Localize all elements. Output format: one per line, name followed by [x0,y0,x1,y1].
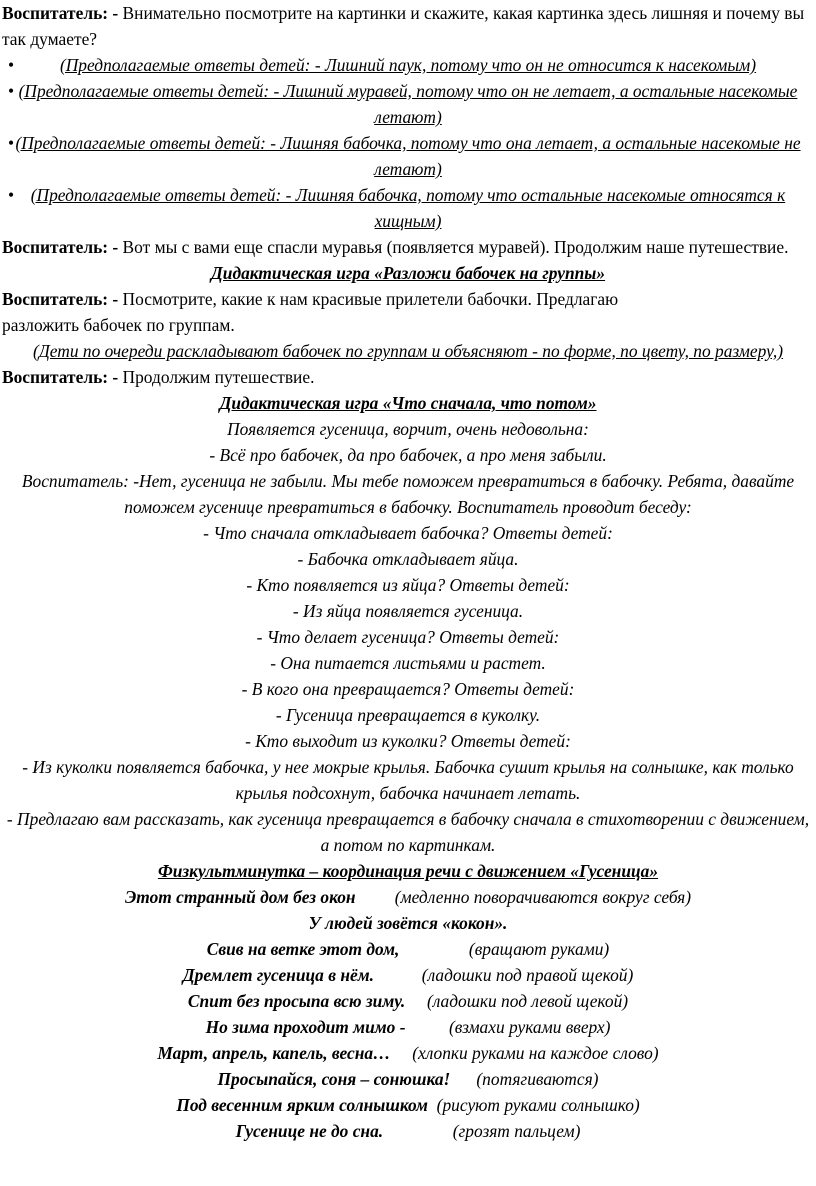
speaker-label: Воспитатель: - [2,289,119,309]
poem-action: (хлопки руками на каждое слово) [412,1043,659,1063]
poem-row [2,1014,814,1040]
dialogue-line: - Что делает гусеница? Ответы детей: [256,627,560,647]
dialogue-line: - Что сначала откладывает бабочка? Ответы детей: [203,523,613,543]
poem-action: (рисуют руками солнышко) [436,1095,640,1115]
game2-dialogue [2,416,814,858]
dialogue-line: - Кто выходит из куколки? Ответы детей: [245,731,571,751]
game1-text-line1: Посмотрите, какие к нам красивые прилетели бабочки. Предлагаю [118,289,619,309]
poem-verse: У людей зовётся «кокон». [308,913,508,933]
dialogue-line: - Предлагаю вам рассказать, как гусеница превращается в бабочку сначала в стихотворении с движением, а потом по картинкам. [6,809,810,855]
game1-paragraph [2,286,814,338]
dialogue-line: - Всё про бабочек, да про бабочек, а про меня забыли. [209,445,607,465]
dialogue-line: - Из куколки появляется бабочка, у нее мокрые крылья. Бабочка сушит крылья на солнышке, как только крылья подсохнут, бабочка начинает летать. [22,757,794,803]
dialogue-line: - В кого она превращается? Ответы детей: [241,679,575,699]
continue-text: Продолжим путешествие. [118,367,315,387]
poem-row [2,1040,814,1066]
poem-action: (взмахи руками вверх) [449,1017,611,1037]
poem-action: (медленно поворачиваются вокруг себя) [394,887,692,907]
dialogue-line: Появляется гусеница, ворчит, очень недовольна: [227,419,589,439]
ant-paragraph [2,234,814,260]
poem-row [2,884,814,910]
bullet-icon: • [8,55,15,75]
poem-action: (грозят пальцем) [452,1121,581,1141]
speaker-label: Воспитатель: - [2,237,119,257]
poem [2,884,814,1144]
ant-text: Вот мы с вами еще спасли муравья (появляется муравей). Продолжим наше путешествие. [118,237,789,257]
answers-list [2,52,814,234]
poem-verse: Март, апрель, капель, весна… [157,1043,391,1063]
answer-text: (Предполагаемые ответы детей: - Лишняя бабочка, потому что она летает, а остальные насекомые не летают) [15,133,801,179]
dialogue-line: - Бабочка откладывает яйца. [297,549,519,569]
speaker-label: Воспитатель: - [2,3,119,23]
poem-verse: Свив на ветке этот дом, [206,939,400,959]
poem-verse: Под весенним ярким солнышком [176,1095,428,1115]
game1-note: (Дети по очереди раскладывают бабочек по группам и объясняют - по форме, по цвету, по размеру,) [32,341,784,361]
answer-text: (Предполагаемые ответы детей: - Лишний паук, потому что он не относится к насекомым) [59,55,757,75]
list-item [2,52,814,78]
poem-row [2,936,814,962]
poem-verse: Гусенице не до сна. [235,1121,384,1141]
poem-verse: Дремлет гусеница в нём. [182,965,374,985]
bullet-icon: • [8,185,15,205]
poem-row [2,1118,814,1144]
dialogue-line: - Из яйца появляется гусеница. [292,601,524,621]
poem-row [2,1092,814,1118]
intro-paragraph [2,0,814,52]
poem-action: (вращают руками) [468,939,610,959]
dialogue-line: - Она питается листьями и растет. [270,653,546,673]
dialogue-line: - Гусеница превращается в куколку. [275,705,541,725]
poem-verse: Этот странный дом без окон [124,887,356,907]
bullet-icon: • [8,81,15,101]
game2-title: Дидактическая игра «Что сначала, что потом» [219,393,597,413]
intro-text: Внимательно посмотрите на картинки и скажите, какая картинка здесь лишняя и почему вы так думаете? [2,3,805,49]
list-item [2,130,814,182]
answer-text: (Предполагаемые ответы детей: - Лишняя бабочка, потому что остальные насекомые относятся к хищным) [30,185,786,231]
bullet-icon: • [8,133,15,153]
list-item [2,182,814,234]
poem-row [2,962,814,988]
poem-row [2,988,814,1014]
poem-verse: Просыпайся, соня – сонюшка! [217,1069,451,1089]
answer-text: (Предполагаемые ответы детей: - Лишний муравей, потому что он не летает, а остальные насекомые летают) [18,81,798,127]
speaker-label: Воспитатель: - [2,367,119,387]
poem-verse: Спит без просыпа всю зиму. [187,991,406,1011]
poem-action: (потягиваются) [476,1069,599,1089]
game1-title: Дидактическая игра «Разложи бабочек на группы» [210,263,606,283]
list-item [2,78,814,130]
continue-paragraph [2,364,814,390]
dialogue-line: Воспитатель: -Нет, гусеница не забыли. Мы тебе поможем превратиться в бабочку. Ребята, давайте поможем гусенице превратиться в бабочку. Воспитатель проводит беседу: [21,471,795,517]
physical-title: Физкультминутка – координация речи с движением «Гусеница» [157,861,659,881]
poem-action: (ладошки под правой щекой) [421,965,634,985]
poem-action: (ладошки под левой щекой) [426,991,629,1011]
game1-text-line2: разложить бабочек по группам. [2,315,235,335]
dialogue-line: - Кто появляется из яйца? Ответы детей: [246,575,570,595]
poem-verse: Но зима проходит мимо - [205,1017,406,1037]
poem-row [2,910,814,936]
poem-row [2,1066,814,1092]
